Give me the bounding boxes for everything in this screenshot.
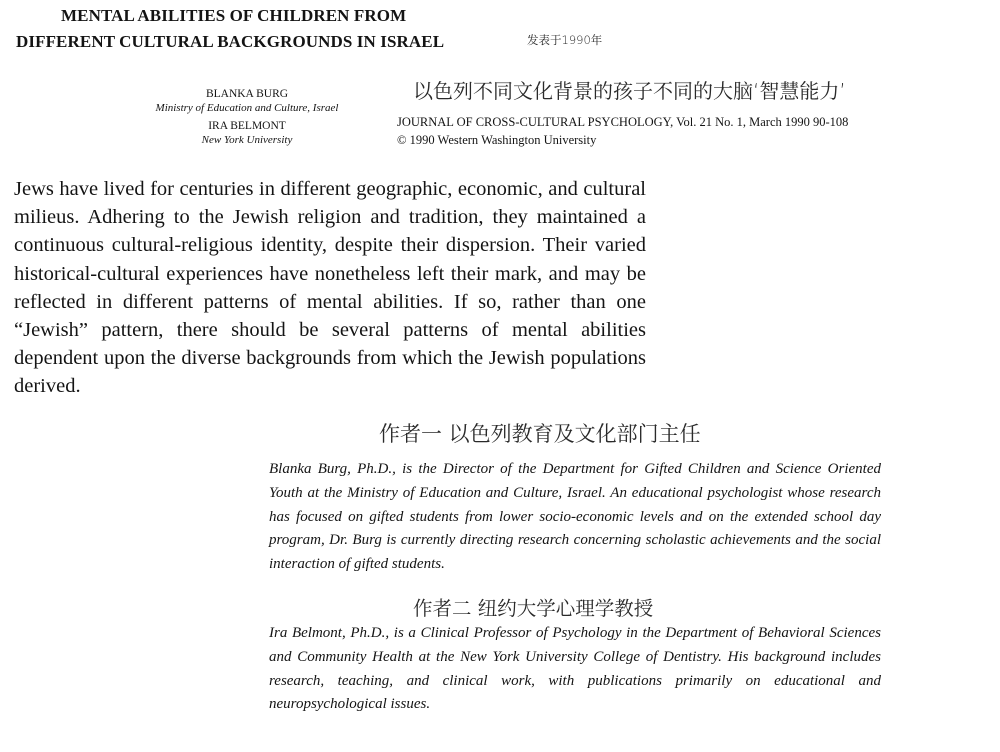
author-1-affiliation: Ministry of Education and Culture, Israel (155, 102, 339, 114)
published-year-note: 发表于1990年 (527, 33, 603, 47)
author-2-bio: Ira Belmont, Ph.D., is a Clinical Professor of Psychology in the Department of Behavioral Sciences and Community Health at the New York University College of Dentistry. His background includes research, teaching, and clinical work, with publications primarily on educational and neuropsychological issues. (269, 625, 881, 713)
abstract-paragraph: Jews have lived for centuries in different geographic, economic, and cultural milieus. Adhering to the Jewish religion and tradition, they maintained a continuous cultural-religious identity, despite their dispersion. Their varied historical-cultural experiences have nonetheless left their mark, and may be reflected in different patterns of mental abilities. If so, rather than one “Jewish” pattern, there should be several patterns of mental abilities dependent upon the diverse backgrounds from which the Jewish populations derived. (14, 178, 646, 398)
authors-block (130, 88, 364, 146)
author-2-affiliation: New York University (201, 134, 293, 146)
author-1-name: BLANKA BURG (205, 88, 289, 100)
author-1-bio: Blanka Burg, Ph.D., is the Director of the Department for Gifted Children and Science Oriented Youth at the Ministry of Education and Culture, Israel. An educational psychologist whose research has focused on gifted students from lower socio-economic levels and on the extended school day program, Dr. Burg is currently directing research concerning scholastic achievements and the social interaction of gifted students. (269, 461, 881, 573)
title-translation-note: 以色列不同文化背景的孩子不同的大脑‘智慧能力’ (413, 79, 846, 103)
copyright-line: © 1990 Western Washington University (397, 133, 597, 147)
author-2-note: 作者二 纽约大学心理学教授 (413, 597, 654, 620)
paper-title-line-1: MENTAL ABILITIES OF CHILDREN FROM (61, 6, 407, 25)
journal-citation: JOURNAL OF CROSS-CULTURAL PSYCHOLOGY, Vol. 21 No. 1, March 1990 90-108 (397, 115, 849, 129)
author-2-name: IRA BELMONT (208, 120, 286, 132)
paper-title-line-2: DIFFERENT CULTURAL BACKGROUNDS IN ISRAEL (16, 32, 445, 51)
author-1-note: 作者一 以色列教育及文化部门主任 (379, 422, 701, 446)
